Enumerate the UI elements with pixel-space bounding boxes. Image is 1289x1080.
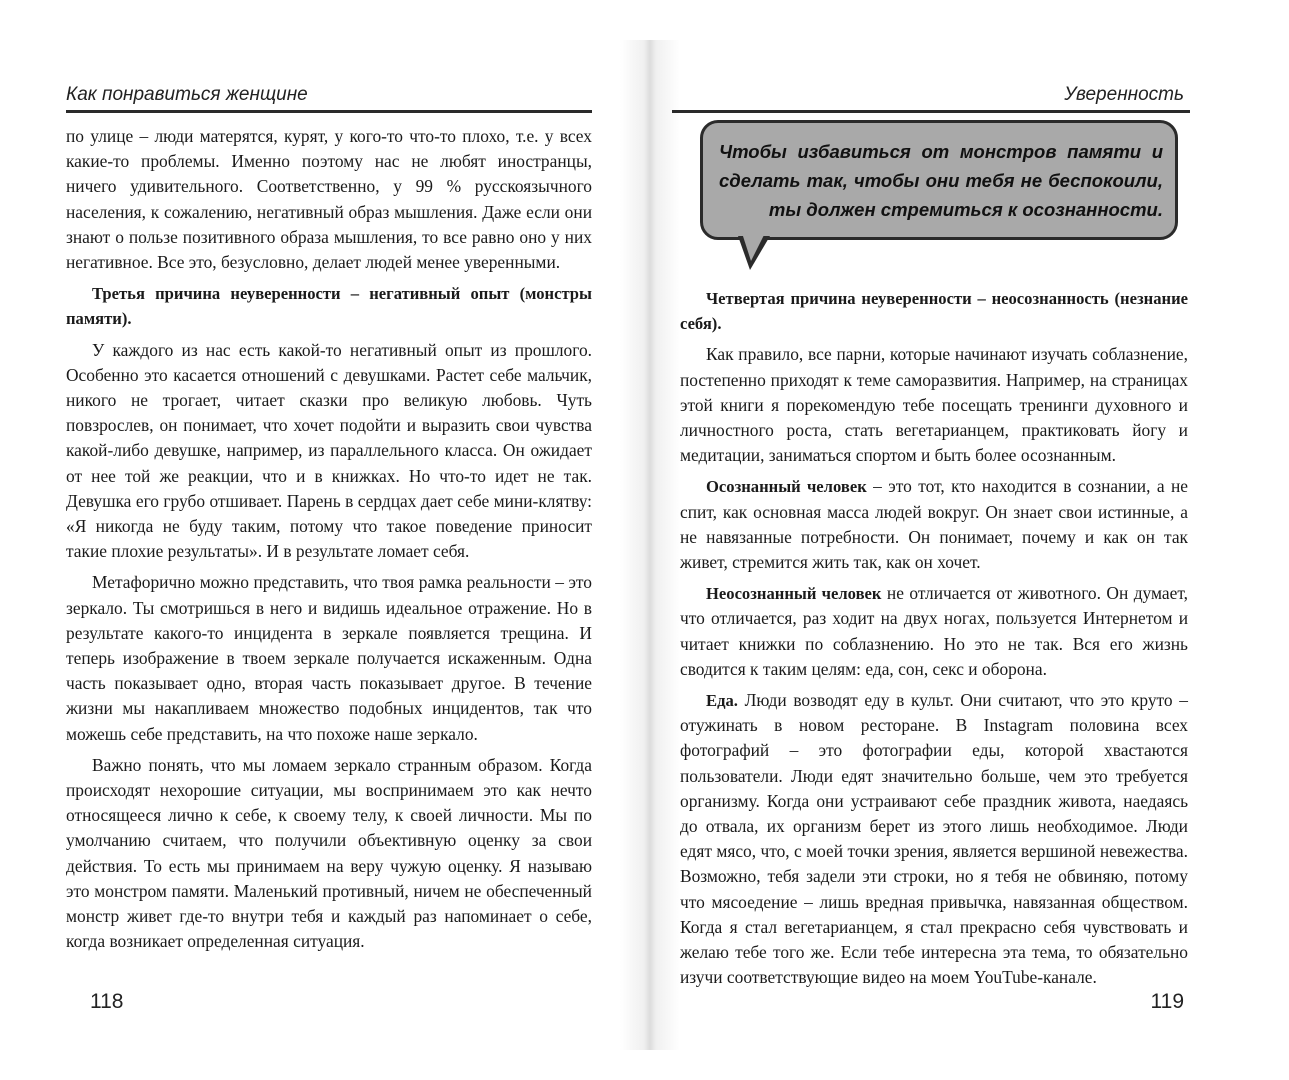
paragraph bbox=[680, 581, 1188, 682]
header-rule-left bbox=[66, 110, 592, 113]
header-rule-right bbox=[672, 110, 1190, 113]
paragraph-text: – это тот, кто находится в сознании, а не спит, как основная масса людей вокруг. Он знает свои истинные, а не навязанные потребности. Он понимает, почему и как он так живет, стремится жить так, как он хочет. bbox=[680, 476, 1188, 573]
term-label: Осознанный человек bbox=[706, 477, 867, 497]
running-head-left: Как понравиться женщине bbox=[66, 84, 308, 105]
right-page-body bbox=[680, 286, 1188, 996]
right-page bbox=[660, 0, 1200, 1080]
left-page bbox=[60, 0, 600, 1080]
paragraph-text: Люди возводят еду в культ. Они считают, что это круто – отужинать в новом ресторане. В Instagram половина всех фотографий – это фотографии еды, которой хвастаются пользователи. Люди едят значительно больше, чем это требуется организму. Когда они устраивают себе праздник живота, наедаясь до отвала, их организм берет из этого лишь необходимое. Люди едят мясо, что, с моей точки зрения, является вершиной невежества. Возможно, тебя задели эти строки, но я тебя не обвиняю, потому что мясоедение – лишь вредная привычка, навязанная обществом. Когда я стал вегетарианцем, я стал прекрасно себя чувствовать и желаю тебе того же. Если тебе интересна эта тема, то обязательно изучи соответствующие видео на моем YouTube-канале. bbox=[680, 690, 1188, 988]
paragraph: У каждого из нас есть какой-то негативный опыт из прошлого. Особенно это касается отношений с девушками. Растет себе мальчик, никого не трогает, читает сказки про великую любовь. Чуть повзрослев, он понимает, что хочет подойти и выразить свои чувства какой-либо девушке, например, из параллельного класса. Он ожидает от нее той же реакции, что и в книжках. Но что-то идет не так. Девушка его грубо отшивает. Парень в сердцах дает себе мини-клятву: «Я никогда не буду таким, потому что такое поведение приносит такие плохие результаты». И в результате ломает себя. bbox=[66, 339, 592, 562]
callout-text: Чтобы избавиться от монстров памяти и сделать так, чтобы они тебя не беспокоили, ты должен стремиться к осознанности. bbox=[719, 141, 1163, 220]
section-heading: Четвертая причина неуверенности – неосознанность (незнание себя). bbox=[680, 289, 1188, 334]
paragraph: Метафорично можно представить, что твоя рамка реальности – это зеркало. Ты смотришься в него и видишь идеальное отражение. Но в результате какого-то инцидента в зеркале появляется трещина. И теперь изображение в твоем зеркале получается искаженным. Одна часть показывает одно, вторая часть показывает другое. В течение жизни мы накапливаем множество подобных инцидентов, так что можешь себе представить, на что похоже наше зеркало. bbox=[66, 572, 592, 744]
running-head-right: Уверенность bbox=[1064, 84, 1184, 105]
callout-tail-fill bbox=[742, 233, 765, 261]
term-label: Неосознанный человек bbox=[706, 584, 882, 604]
page-number-left: 118 bbox=[90, 990, 124, 1013]
paragraph-text: не отличается от животного. Он думает, что отличается, раз ходит на двух ногах, пользуется Интернетом и читает книжки по соблазнению. Но это не так. Вся его жизнь сводится к таким целям: еда, сон, секс и оборона. bbox=[680, 583, 1188, 679]
callout-bubble bbox=[700, 120, 1178, 240]
paragraph: Важно понять, что мы ломаем зеркало странным образом. Когда происходят нехорошие ситуации, мы воспринимаем это как нечто относящееся лично к себе, к своему телу, к своей личности. Мы по умолчанию считаем, что получили объективную оценку за свои действия. То есть мы принимаем на веру чужую оценку. Я называю это монстром памяти. Маленький противный, ничем не обеспеченный монстр живет где-то внутри тебя и каждый раз напоминает о себе, когда возникает определенная ситуация. bbox=[66, 754, 592, 952]
left-page-body bbox=[66, 124, 592, 961]
paragraph: по улице – люди матерятся, курят, у кого-то что-то плохо, т.е. у всех какие-то проблемы. Именно поэтому нас не любят иностранцы, ничего удивительного. Соответственно, у 99 % русскоязычного населения, к сожалению, негативный образ мышления. Даже если они знают о пользе позитивного образа мышления, то все равно оно у них негативное. Все это, безусловно, делает людей менее уверенными. bbox=[66, 126, 592, 273]
paragraph bbox=[680, 688, 1188, 990]
paragraph bbox=[680, 474, 1188, 575]
section-heading: Третья причина неуверенности – негативный опыт (монстры памяти). bbox=[66, 284, 592, 329]
page-number-right: 119 bbox=[1150, 990, 1184, 1013]
term-label: Еда. bbox=[706, 691, 738, 711]
paragraph: Как правило, все парни, которые начинают изучать соблазнение, постепенно приходят к теме саморазвития. Например, на страницах этой книги я порекомендую тебе посещать тренинги духовного и личностного роста, стать вегетарианцем, практиковать йогу и медитации, заниматься спортом и быть более осознанным. bbox=[680, 344, 1188, 466]
